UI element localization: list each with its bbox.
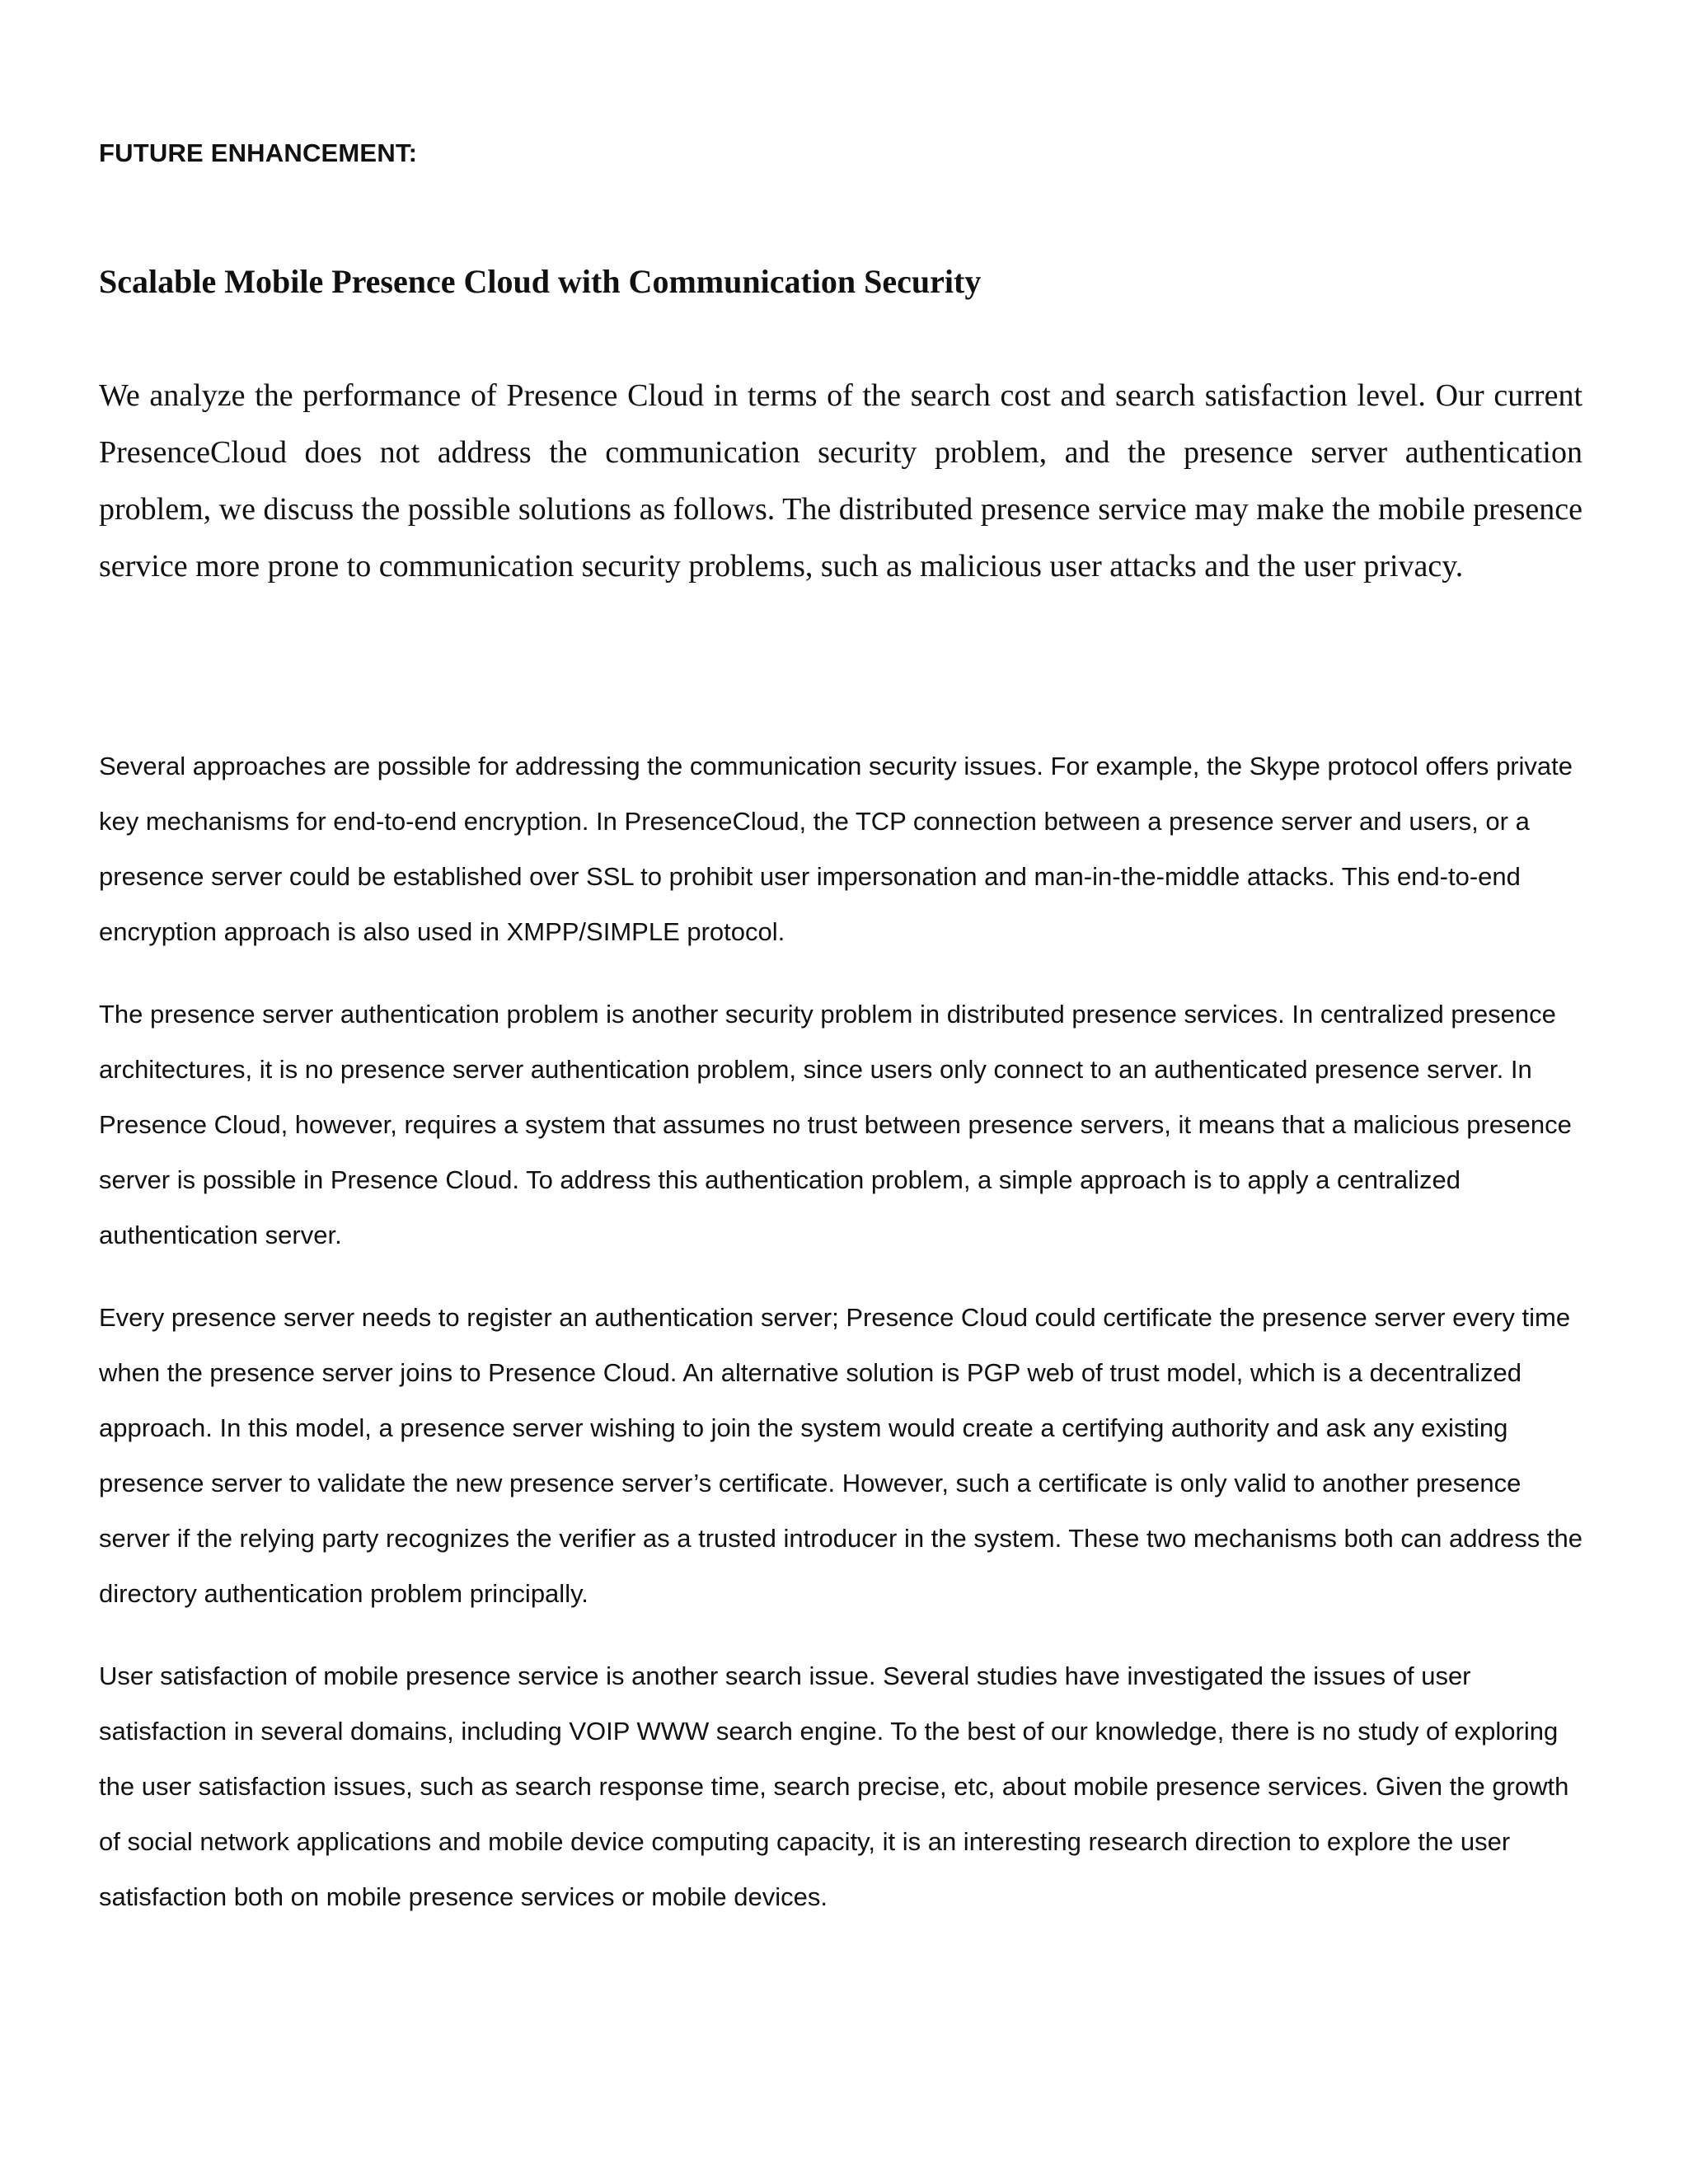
intro-paragraph: We analyze the performance of Presence Cloud in terms of the search cost and search satisfaction level. Our current PresenceCloud does not address the communication security problem, and the presence server authentication problem, we discuss the possible solutions as follows. The distributed presence service may make the mobile presence service more prone to communication security problems, such as malicious user attacks and the user privacy. — [99, 378, 1582, 583]
paragraph-user-satisfaction: User satisfaction of mobile presence service is another search issue. Several studies have investigated the issues of user satisfaction in several domains, including VOIP WWW search engine. To the best of our knowledge, there is no study of exploring the user satisfaction issues, such as search response time, search precise, etc, about mobile presence services. Given the growth of social network applications and mobile device computing capacity, it is an interesting research direction to explore the user satisfaction both on mobile presence services or mobile devices. — [99, 1661, 1569, 1911]
document-title: Scalable Mobile Presence Cloud with Communication Security — [99, 263, 982, 300]
section-label: FUTURE ENHANCEMENT: — [99, 138, 418, 167]
paragraph-server-authentication: The presence server authentication problem is another security problem in distributed presence services. In centralized presence architectures, it is no presence server authentication problem, since users only connect to an authenticated presence server. In Presence Cloud, however, requires a system that assumes no trust between presence servers, it means that a malicious presence server is possible in Presence Cloud. To address this authentication problem, a simple approach is to apply a centralized authentication server. — [99, 1000, 1572, 1249]
paragraph-web-of-trust: Every presence server needs to register an authentication server; Presence Cloud could certificate the presence server every time when the presence server joins to Presence Cloud. An alternative solution is PGP web of trust model, which is a decentralized approach. In this model, a presence server wishing to join the system would create a certifying authority and ask any existing presence server to validate the new presence server’s certificate. However, such a certificate is only valid to another presence server if the relying party recognizes the verifier as a trusted introducer in the system. These two mechanisms both can address the directory authentication problem principally. — [99, 1303, 1582, 1608]
paragraph-security-approaches: Several approaches are possible for addressing the communication security issues. For example, the Skype protocol offers private key mechanisms for end-to-end encryption. In PresenceCloud, the TCP connection between a presence server and users, or a presence server could be established over SSL to prohibit user impersonation and man-in-the-middle attacks. This end-to-end encryption approach is also used in XMPP/SIMPLE protocol. — [99, 752, 1573, 946]
body-section — [99, 738, 1582, 1952]
